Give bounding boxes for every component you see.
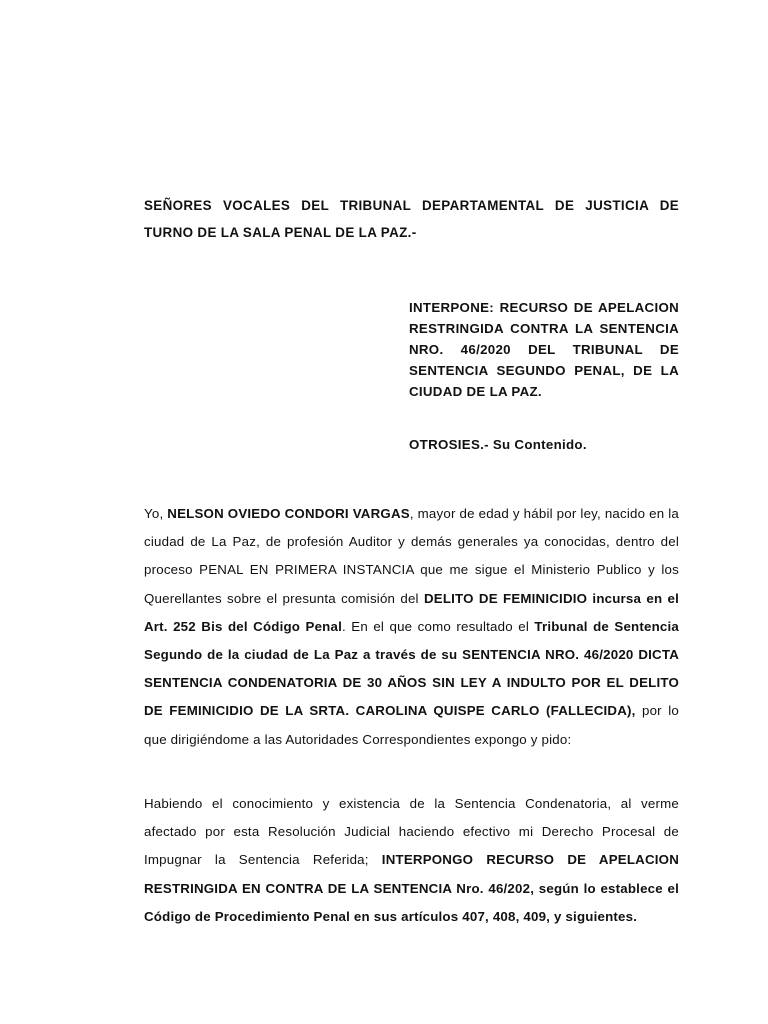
body-paragraph-2 [144, 790, 679, 931]
addressee-heading: SEÑORES VOCALES DEL TRIBUNAL DEPARTAMENTAL DE JUSTICIA DE TURNO DE LA SALA PENAL DE LA PAZ.- [144, 198, 679, 240]
bold-run-interpongo: INTERPONGO RECURSO DE APELACION RESTRINGIDA EN CONTRA DE LA SENTENCIA Nro. 46/202, según lo establece el Código de Procedimiento Penal en sus artículos 407, 408, 409, y siguientes. [144, 852, 679, 924]
text-run: Yo, [144, 506, 168, 521]
bold-run-name: NELSON OVIEDO CONDORI VARGAS [167, 506, 410, 521]
bold-run-delito: DELITO DE FEMINICIDIO incursa en el Art. 252 Bis del Código Penal [144, 590, 679, 634]
bold-run-tribunal: Tribunal de Sentencia Segundo de la ciudad de La Paz a través de su SENTENCIA NRO. 46/2020 DICTA SENTENCIA CONDENATORIA DE 30 AÑOS SIN LEY A INDULTO POR EL DELITO DE FEMINICIDIO DE LA SRTA. CAROLINA QUISPE CARLO (FALLECIDA), [144, 618, 679, 719]
text-run: Habiendo el conocimiento y existencia de la Sentencia Condenatoria, al verme afectado por esta Resolución Judicial haciendo efectivo mi Derecho Procesal de Impugnar la Sentencia Referida; [144, 796, 679, 868]
text-run: por lo que dirigiéndome a las Autoridades Correspondientes expongo y pido: [144, 703, 679, 747]
body-paragraph-1 [144, 500, 679, 754]
text-run: , mayor de edad y hábil por ley, nacido en la ciudad de La Paz, de profesión Auditor y demás generales ya conocidas, dentro del proceso PENAL EN PRIMERA INSTANCIA que me sigue el Ministerio Publico y los Querellantes sobre el presunta comisión del [144, 506, 679, 606]
otrosies-line: OTROSIES.- Su Contenido. [409, 437, 587, 452]
text-run: . En el que como resultado el [342, 618, 535, 634]
interpone-summary: INTERPONE: RECURSO DE APELACION RESTRINGIDA CONTRA LA SENTENCIA NRO. 46/2020 DEL TRIBUNAL DE SENTENCIA SEGUNDO PENAL, DE LA CIUDAD DE LA PAZ. [409, 300, 679, 399]
